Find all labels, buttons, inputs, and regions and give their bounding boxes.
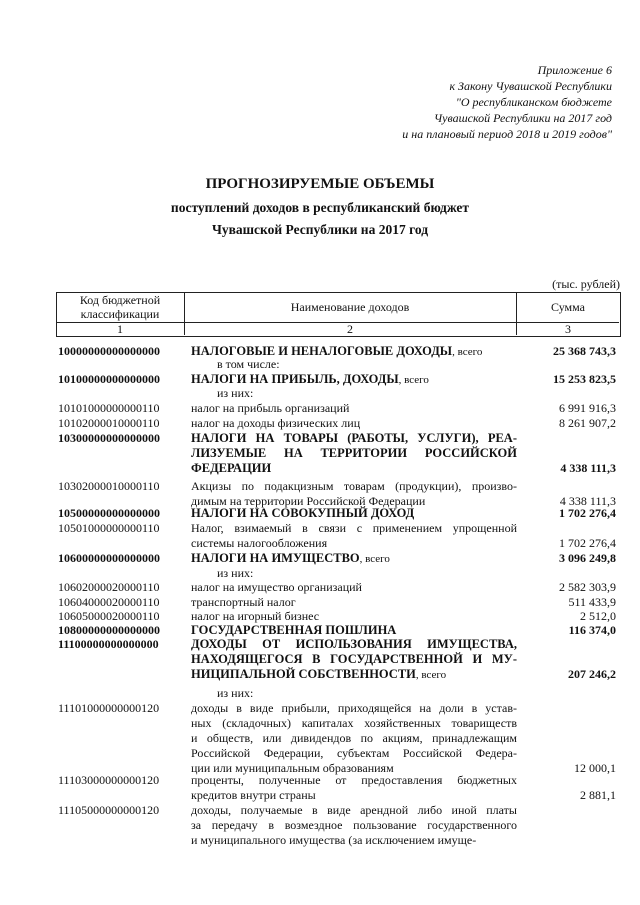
row-name-line: НИЦИПАЛЬНОЙ СОБСТВЕННОСТИ, всего xyxy=(191,667,447,681)
row-sum: 1 702 276,4 xyxy=(559,506,616,520)
row-name-line: ДОХОДЫ ОТ ИСПОЛЬЗОВАНИЯ ИМУЩЕСТВА, xyxy=(191,637,517,651)
row-name-line: Акцизы по подакцизным товарам (продукции), произво- xyxy=(191,479,517,493)
row-name-line: ных (складочных) капиталах хозяйственных товариществ xyxy=(191,716,517,730)
row-name-text: налог на прибыль организаций xyxy=(191,401,350,415)
row-name-text: налог на игорный бизнес xyxy=(191,609,320,623)
row-sum: 511 433,9 xyxy=(568,595,616,609)
row-name xyxy=(191,506,517,521)
row-name-line: димым на территории Российской Федерации xyxy=(191,494,426,508)
row-name-line: НАЛОГИ НА ТОВАРЫ (РАБОТЫ, УСЛУГИ), РЕА- xyxy=(191,431,517,445)
row-name-line: НАХОДЯЩЕГОСЯ В ГОСУДАРСТВЕННОЙ И МУ- xyxy=(191,652,517,666)
row-name-text: из них: xyxy=(217,686,254,700)
annex-line: Чувашской Республики на 2017 год xyxy=(433,111,612,125)
row-name-suffix: , всего xyxy=(398,374,429,386)
row-sum: 3 096 249,8 xyxy=(559,551,616,565)
row-name xyxy=(191,803,517,848)
row-name-suffix: , всего xyxy=(452,346,483,358)
row-sum: 116 374,0 xyxy=(568,623,616,637)
row-code: 10604000020000110 xyxy=(58,595,160,609)
column-number: 2 xyxy=(347,322,353,336)
row-name-text: в том числе: xyxy=(217,357,280,371)
header-name: Наименование доходов xyxy=(290,300,410,314)
annex-line: Приложение 6 xyxy=(537,63,612,77)
row-name xyxy=(191,416,517,431)
row-name-line: Налог, взимаемый в связи с применением упрощенной xyxy=(191,521,517,535)
row-name xyxy=(191,773,517,803)
row-name xyxy=(191,401,517,416)
table-header xyxy=(56,292,621,338)
row-name-line: доходы в виде прибыли, приходящейся на доли в устав- xyxy=(191,701,517,715)
row-code: 10000000000000000 xyxy=(58,344,160,358)
row-code: 10300000000000000 xyxy=(58,431,160,445)
row-code: 11101000000000120 xyxy=(58,701,160,715)
header-sum: Сумма xyxy=(551,300,585,314)
row-name-line: системы налогообложения xyxy=(191,536,328,550)
row-name xyxy=(191,566,543,581)
units-label: (тыс. рублей) xyxy=(552,277,620,291)
row-name xyxy=(191,479,517,509)
row-code: 10605000020000110 xyxy=(58,609,160,623)
row-sum: 2 582 303,9 xyxy=(559,580,616,594)
row-name xyxy=(191,521,517,551)
row-code: 10302000010000110 xyxy=(58,479,160,493)
row-sum: 8 261 907,2 xyxy=(559,416,616,430)
row-name-line: за передачу в возмездное пользование государственного xyxy=(191,818,517,832)
annex-line: и на плановый период 2018 и 2019 годов" xyxy=(402,127,612,141)
header-code: Код бюджетной классификации xyxy=(79,293,161,321)
row-name-text: налог на доходы физических лиц xyxy=(191,416,361,430)
row-sum: 207 246,2 xyxy=(568,667,616,681)
document-subtitle: Чувашской Республики на 2017 год xyxy=(211,222,429,237)
row-sum: 25 368 743,3 xyxy=(553,344,616,358)
row-code: 10101000000000110 xyxy=(58,401,160,415)
row-code: 10600000000000000 xyxy=(58,551,160,565)
row-name-suffix: , всего xyxy=(415,669,447,681)
column-number: 3 xyxy=(565,322,571,336)
row-name-text: НАЛОГИ НА ИМУЩЕСТВО xyxy=(191,551,360,565)
row-name-line: и муниципального имущества (за исключением имуще- xyxy=(191,833,477,847)
row-name xyxy=(191,431,517,476)
row-name-text: НАЛОГИ НА СОВОКУПНЫЙ ДОХОД xyxy=(191,506,415,520)
row-sum: 6 991 916,3 xyxy=(559,401,616,415)
row-name-line: ФЕДЕРАЦИИ xyxy=(191,461,272,475)
row-code: 11103000000000120 xyxy=(58,773,160,787)
row-sum: 1 702 276,4 xyxy=(559,536,616,550)
annex-note xyxy=(402,62,612,142)
row-code: 11105000000000120 xyxy=(58,803,160,817)
row-name xyxy=(191,686,543,701)
row-name-line: ции или муниципальным образованиям xyxy=(191,761,394,775)
row-code: 10500000000000000 xyxy=(58,506,160,520)
row-name-text: из них: xyxy=(217,566,254,580)
row-name xyxy=(191,637,517,683)
row-sum: 15 253 823,5 xyxy=(553,372,616,386)
row-sum: 2 512,0 xyxy=(580,609,616,623)
row-sum: 4 338 111,3 xyxy=(560,461,616,475)
row-name-text: транспортный налог xyxy=(191,595,296,609)
row-name xyxy=(191,609,517,624)
row-name xyxy=(191,386,543,401)
row-name-suffix: , всего xyxy=(359,553,390,565)
row-name xyxy=(191,595,517,610)
row-name xyxy=(191,701,517,776)
row-name-line: доходы, получаемые в виде арендной либо иной платы xyxy=(191,803,517,817)
row-code: 10800000000000000 xyxy=(58,623,160,637)
row-code: 10602000020000110 xyxy=(58,580,160,594)
row-name-text: ГОСУДАРСТВЕННАЯ ПОШЛИНА xyxy=(191,623,397,637)
row-code: 10102000010000110 xyxy=(58,416,160,430)
row-sum: 2 881,1 xyxy=(580,788,616,802)
row-code: 10100000000000000 xyxy=(58,372,160,386)
row-name-line: кредитов внутри страны xyxy=(191,788,316,802)
row-code: 10501000000000110 xyxy=(58,521,160,535)
row-sum: 4 338 111,3 xyxy=(559,494,616,508)
row-name-text: НАЛОГИ НА ПРИБЫЛЬ, ДОХОДЫ xyxy=(191,372,399,386)
row-name-line: Российской Федерации, субъектам Российской Федера- xyxy=(191,746,517,760)
document-subtitle: поступлений доходов в республиканский бюджет xyxy=(170,200,470,215)
row-name-text: налог на имущество организаций xyxy=(191,580,362,594)
row-name-text: из них: xyxy=(217,386,254,400)
document-title: ПРОГНОЗИРУЕМЫЕ ОБЪЕМЫ xyxy=(205,176,435,192)
row-name-text: НАЛОГОВЫЕ И НЕНАЛОГОВЫЕ ДОХОДЫ xyxy=(191,344,453,358)
annex-line: "О республиканском бюджете xyxy=(455,95,612,109)
row-name xyxy=(191,623,517,638)
row-name-line: и обществ, или дивидендов по акциям, принадлежащим xyxy=(191,731,517,745)
annex-line: к Закону Чувашской Республики xyxy=(449,79,612,93)
row-name xyxy=(191,551,517,567)
row-code: 11100000000000000 xyxy=(58,637,159,651)
row-name-line: проценты, полученные от предоставления бюджетных xyxy=(191,773,517,787)
row-sum: 12 000,1 xyxy=(574,761,616,775)
row-name xyxy=(191,580,517,595)
row-name xyxy=(191,357,543,372)
column-number: 1 xyxy=(117,322,123,336)
row-name-line: ЛИЗУЕМЫЕ НА ТЕРРИТОРИИ РОССИЙСКОЙ xyxy=(191,446,517,460)
